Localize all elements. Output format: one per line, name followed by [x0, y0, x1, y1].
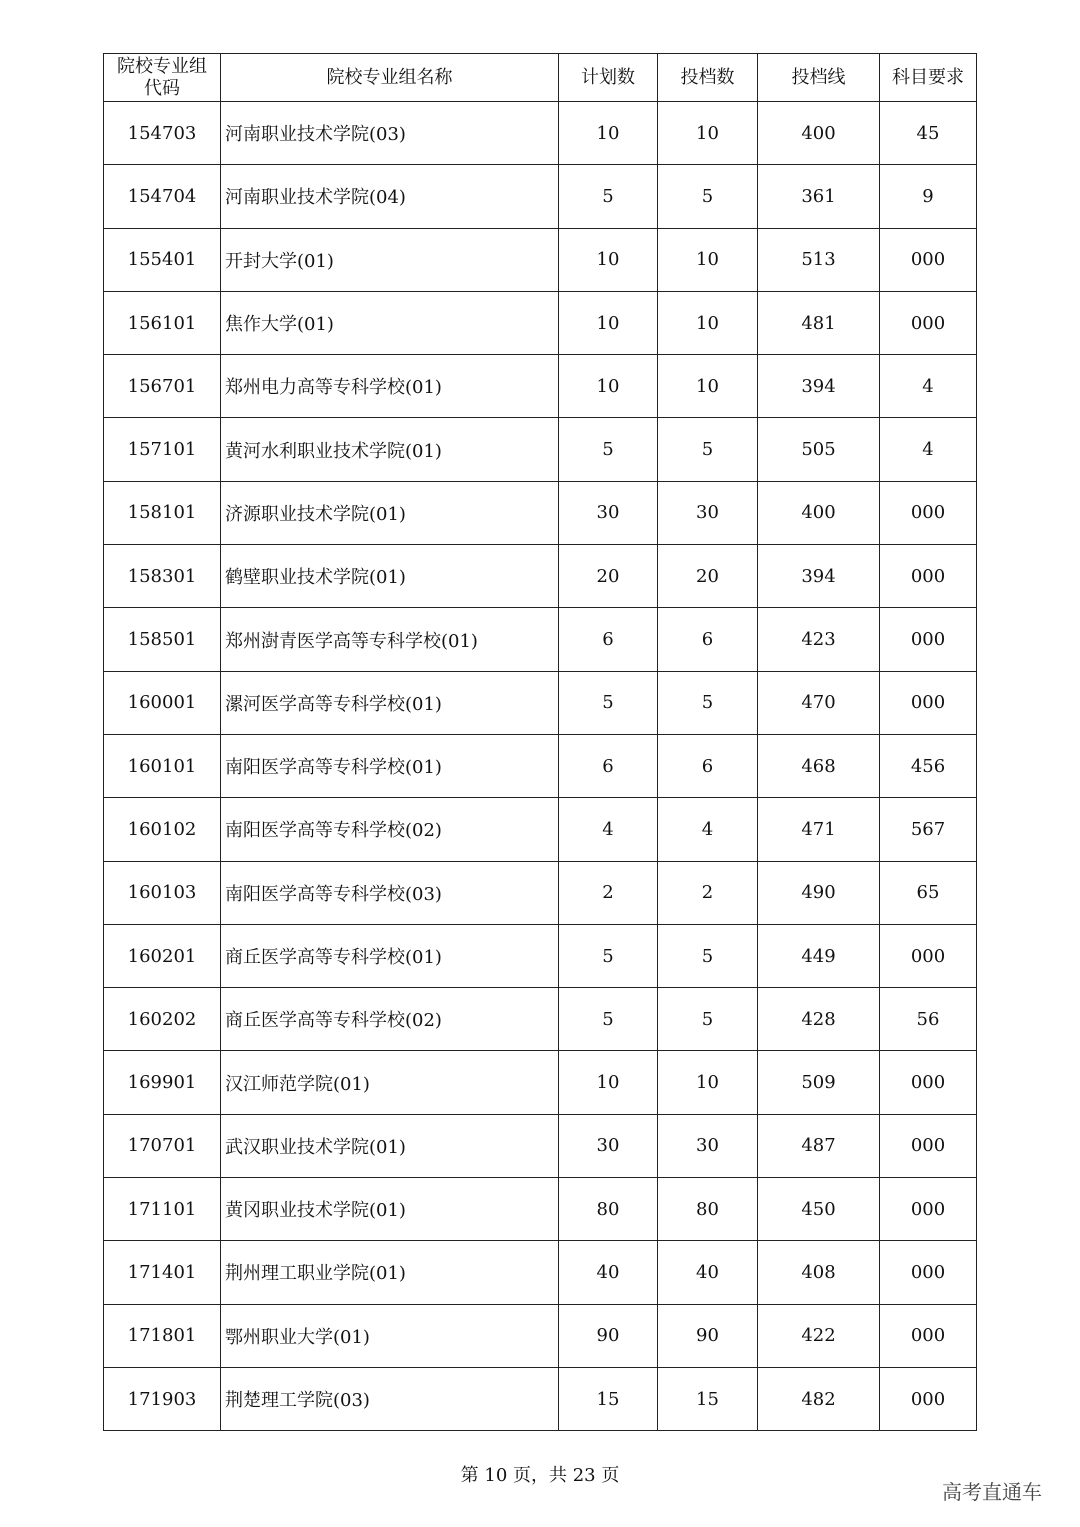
- cell-admitted: 6: [658, 608, 758, 671]
- table-row: [104, 418, 977, 481]
- cell-subject: 567: [880, 798, 977, 861]
- cell-subject: 000: [880, 228, 977, 291]
- cell-admitted: 20: [658, 545, 758, 608]
- cell-name: 河南职业技术学院(03): [221, 102, 559, 165]
- cell-plan: 5: [559, 418, 658, 481]
- table-row: [104, 734, 977, 797]
- cell-admitted: 15: [658, 1367, 758, 1430]
- cell-admitted: 10: [658, 228, 758, 291]
- cell-code: 169901: [104, 1051, 221, 1114]
- cell-admitted: 5: [658, 418, 758, 481]
- cell-cutoff: 423: [758, 608, 880, 671]
- cell-cutoff: 509: [758, 1051, 880, 1114]
- cell-name: 漯河医学高等专科学校(01): [221, 671, 559, 734]
- cell-plan: 6: [559, 608, 658, 671]
- cell-code: 156101: [104, 291, 221, 354]
- cell-admitted: 5: [658, 671, 758, 734]
- table-row: [104, 861, 977, 924]
- cell-admitted: 80: [658, 1178, 758, 1241]
- cell-plan: 4: [559, 798, 658, 861]
- cell-subject: 456: [880, 734, 977, 797]
- cell-subject: 4: [880, 418, 977, 481]
- cell-plan: 5: [559, 988, 658, 1051]
- cell-cutoff: 450: [758, 1178, 880, 1241]
- cell-subject: 4: [880, 355, 977, 418]
- table-row: [104, 798, 977, 861]
- cell-name: 南阳医学高等专科学校(03): [221, 861, 559, 924]
- cell-cutoff: 481: [758, 291, 880, 354]
- cell-plan: 15: [559, 1367, 658, 1430]
- cell-subject: 000: [880, 545, 977, 608]
- cell-subject: 56: [880, 988, 977, 1051]
- cell-name: 郑州电力高等专科学校(01): [221, 355, 559, 418]
- cell-cutoff: 449: [758, 924, 880, 987]
- table-row: [104, 1241, 977, 1304]
- cell-code: 160201: [104, 924, 221, 987]
- cell-admitted: 10: [658, 102, 758, 165]
- cell-subject: 000: [880, 481, 977, 544]
- cell-code: 158301: [104, 545, 221, 608]
- cell-name: 河南职业技术学院(04): [221, 165, 559, 228]
- cell-cutoff: 428: [758, 988, 880, 1051]
- cell-code: 171401: [104, 1241, 221, 1304]
- cell-cutoff: 394: [758, 545, 880, 608]
- table-row: [104, 671, 977, 734]
- cell-code: 171101: [104, 1178, 221, 1241]
- cell-name: 焦作大学(01): [221, 291, 559, 354]
- watermark: 高考直通车: [942, 1480, 1042, 1504]
- cell-code: 154704: [104, 165, 221, 228]
- table-row: [104, 924, 977, 987]
- cell-subject: 65: [880, 861, 977, 924]
- cell-admitted: 4: [658, 798, 758, 861]
- cell-name: 荆楚理工学院(03): [221, 1367, 559, 1430]
- cell-plan: 10: [559, 228, 658, 291]
- cell-cutoff: 400: [758, 102, 880, 165]
- cell-subject: 000: [880, 1178, 977, 1241]
- table-row: [104, 228, 977, 291]
- cell-name: 荆州理工职业学院(01): [221, 1241, 559, 1304]
- cell-admitted: 5: [658, 165, 758, 228]
- cell-admitted: 10: [658, 291, 758, 354]
- cell-plan: 2: [559, 861, 658, 924]
- cell-plan: 80: [559, 1178, 658, 1241]
- header-name: 院校专业组名称: [221, 54, 559, 102]
- cell-plan: 10: [559, 291, 658, 354]
- table-row: [104, 1114, 977, 1177]
- table-row: [104, 1304, 977, 1367]
- cell-code: 160103: [104, 861, 221, 924]
- cell-name: 黄冈职业技术学院(01): [221, 1178, 559, 1241]
- cell-name: 开封大学(01): [221, 228, 559, 291]
- cell-cutoff: 482: [758, 1367, 880, 1430]
- cell-plan: 20: [559, 545, 658, 608]
- cell-plan: 6: [559, 734, 658, 797]
- cell-plan: 30: [559, 481, 658, 544]
- cell-name: 商丘医学高等专科学校(02): [221, 988, 559, 1051]
- cell-plan: 10: [559, 355, 658, 418]
- table-row: [104, 481, 977, 544]
- cell-subject: 000: [880, 924, 977, 987]
- cell-cutoff: 505: [758, 418, 880, 481]
- cell-subject: 000: [880, 1241, 977, 1304]
- cell-cutoff: 513: [758, 228, 880, 291]
- header-admitted: 投档数: [658, 54, 758, 102]
- cell-plan: 10: [559, 102, 658, 165]
- cell-subject: 000: [880, 1051, 977, 1114]
- cell-name: 鹤壁职业技术学院(01): [221, 545, 559, 608]
- cell-admitted: 30: [658, 1114, 758, 1177]
- page-number: 第 10 页，共 23 页: [460, 1465, 620, 1486]
- cell-cutoff: 470: [758, 671, 880, 734]
- cell-cutoff: 400: [758, 481, 880, 544]
- table-row: [104, 355, 977, 418]
- cell-plan: 40: [559, 1241, 658, 1304]
- table-row: [104, 291, 977, 354]
- cell-subject: 9: [880, 165, 977, 228]
- cell-admitted: 10: [658, 355, 758, 418]
- table-row: [104, 102, 977, 165]
- cell-name: 南阳医学高等专科学校(01): [221, 734, 559, 797]
- header-code: 院校专业组代码: [104, 54, 221, 102]
- header-plan: 计划数: [559, 54, 658, 102]
- cell-code: 160101: [104, 734, 221, 797]
- cell-cutoff: 422: [758, 1304, 880, 1367]
- cell-admitted: 30: [658, 481, 758, 544]
- cell-code: 171903: [104, 1367, 221, 1430]
- cell-code: 155401: [104, 228, 221, 291]
- cell-plan: 5: [559, 165, 658, 228]
- cell-subject: 000: [880, 291, 977, 354]
- table-row: [104, 1178, 977, 1241]
- cell-admitted: 10: [658, 1051, 758, 1114]
- cell-plan: 5: [559, 924, 658, 987]
- cell-code: 170701: [104, 1114, 221, 1177]
- cell-name: 鄂州职业大学(01): [221, 1304, 559, 1367]
- cell-admitted: 6: [658, 734, 758, 797]
- cell-admitted: 2: [658, 861, 758, 924]
- cell-code: 171801: [104, 1304, 221, 1367]
- cell-admitted: 5: [658, 924, 758, 987]
- cell-admitted: 90: [658, 1304, 758, 1367]
- table-row: [104, 608, 977, 671]
- table-row: [104, 1367, 977, 1430]
- cell-name: 武汉职业技术学院(01): [221, 1114, 559, 1177]
- cell-plan: 5: [559, 671, 658, 734]
- cell-code: 158501: [104, 608, 221, 671]
- cell-code: 160202: [104, 988, 221, 1051]
- table-row: [104, 165, 977, 228]
- cell-code: 157101: [104, 418, 221, 481]
- cell-name: 商丘医学高等专科学校(01): [221, 924, 559, 987]
- cell-cutoff: 394: [758, 355, 880, 418]
- cell-cutoff: 471: [758, 798, 880, 861]
- table-row: [104, 988, 977, 1051]
- cell-subject: 000: [880, 1114, 977, 1177]
- cell-subject: 000: [880, 1367, 977, 1430]
- cell-cutoff: 487: [758, 1114, 880, 1177]
- cell-code: 154703: [104, 102, 221, 165]
- cell-plan: 10: [559, 1051, 658, 1114]
- cell-name: 济源职业技术学院(01): [221, 481, 559, 544]
- cell-code: 160102: [104, 798, 221, 861]
- cell-code: 158101: [104, 481, 221, 544]
- header-subject: 科目要求: [880, 54, 977, 102]
- cell-subject: 000: [880, 671, 977, 734]
- cell-cutoff: 361: [758, 165, 880, 228]
- cell-subject: 000: [880, 1304, 977, 1367]
- cell-admitted: 40: [658, 1241, 758, 1304]
- table-row: [104, 1051, 977, 1114]
- cell-subject: 000: [880, 608, 977, 671]
- header-row: [104, 54, 977, 102]
- cell-plan: 30: [559, 1114, 658, 1177]
- header-cutoff: 投档线: [758, 54, 880, 102]
- cell-code: 160001: [104, 671, 221, 734]
- cell-subject: 45: [880, 102, 977, 165]
- cell-code: 156701: [104, 355, 221, 418]
- cell-plan: 90: [559, 1304, 658, 1367]
- cell-name: 黄河水利职业技术学院(01): [221, 418, 559, 481]
- cell-admitted: 5: [658, 988, 758, 1051]
- cell-cutoff: 490: [758, 861, 880, 924]
- cell-name: 南阳医学高等专科学校(02): [221, 798, 559, 861]
- table-row: [104, 545, 977, 608]
- cell-name: 汉江师范学院(01): [221, 1051, 559, 1114]
- cell-cutoff: 468: [758, 734, 880, 797]
- cell-name: 郑州澍青医学高等专科学校(01): [221, 608, 559, 671]
- admission-table: [103, 53, 977, 1431]
- cell-cutoff: 408: [758, 1241, 880, 1304]
